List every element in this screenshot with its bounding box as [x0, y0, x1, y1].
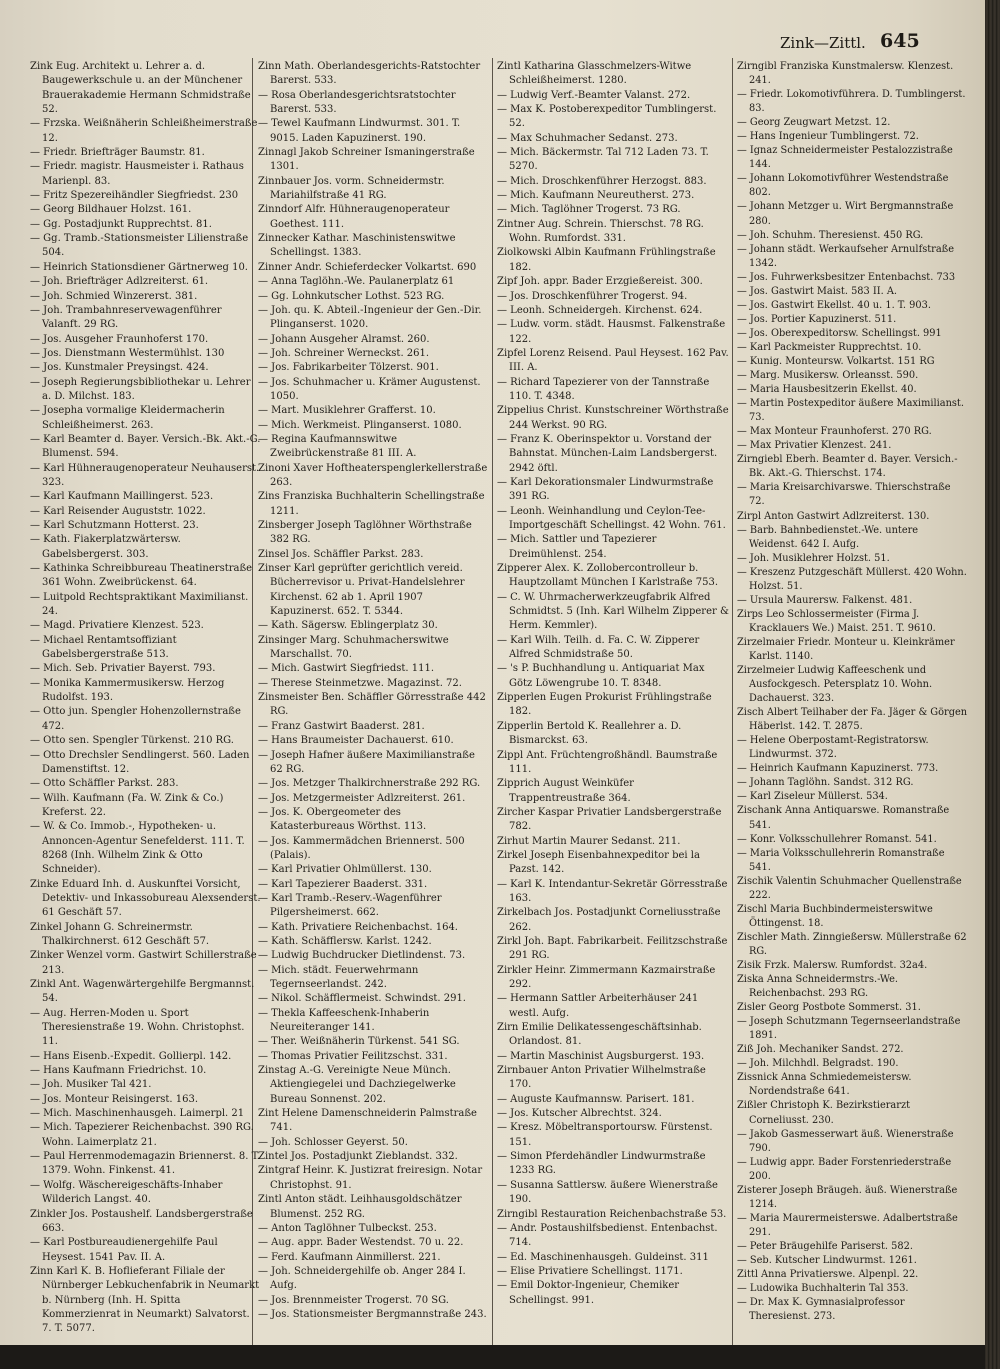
directory-entry: — Rosa Oberlandesgerichtsratstochter Barerst. 533. — [258, 89, 456, 116]
directory-entry: — Andr. Postaushilfsbedienst. Entenbachst. 714. — [497, 1222, 718, 1249]
directory-entry: — Jos. Brennmeister Trogerst. 70 SG. — [258, 1294, 449, 1306]
directory-entry: — Anton Taglöhner Tulbeckst. 253. — [258, 1222, 437, 1234]
directory-column-2 — [258, 60, 488, 1322]
directory-entry: — Richard Tapezierer von der Tannstraße 110. T. 4348. — [497, 376, 710, 402]
directory-entry: Zinnagl Jakob Schreiner Ismaningerstraße 1301. — [258, 147, 475, 173]
directory-entry: — Aug. appr. Bader Westendst. 70 u. 22. — [258, 1237, 464, 1249]
page-header — [700, 30, 950, 60]
directory-entry: — Michael Rentamtsoffiziant Gabelsbergerstraße 513. — [30, 634, 177, 661]
directory-entry: — Konr. Volksschullehrer Romanst. 541. — [737, 833, 937, 845]
directory-entry: Zintl Anton städt. Leihhausgoldschätzer Blumenst. 252 RG. — [258, 1194, 462, 1220]
directory-entry: Zisler Georg Postbote Sommerst. 31. — [737, 1002, 921, 1014]
directory-entry: — Jos. Droschkenführer Trogerst. 94. — [497, 290, 688, 302]
directory-entry: Zisik Frzk. Malersw. Rumfordst. 32a4. — [737, 960, 928, 971]
directory-entry: — Joh. Trambahnreservewagenführer Valanft. 29 RG. — [30, 304, 222, 331]
directory-entry: — Mich. Werkmeist. Plinganserst. 1080. — [258, 419, 462, 431]
directory-entry: — Gg. Postadjunkt Rupprechtst. 81. — [30, 218, 212, 230]
directory-entry: — Kath. Sägersw. Eblingerplatz 30. — [258, 620, 438, 632]
directory-entry: Zinnbauer Jos. vorm. Schneidermstr. Mariahilfstraße 41 RG. — [258, 175, 445, 202]
directory-entry: — Karl Packmeister Rupprechtst. 10. — [737, 341, 922, 353]
directory-entry: Zischler Math. Zinngießersw. Müllerstraße 62 RG. — [737, 931, 967, 957]
directory-entry: — Franz K. Oberinspektor u. Vorstand der Bahnstat. München-Laim Landsbergerst. 2942 öftl. — [497, 433, 718, 474]
directory-entry: — Joseph Hafner äußere Maximilianstraße 62 RG. — [258, 749, 475, 775]
directory-entry: — Mich. Bäckermstr. Tal 712 Laden 73. T. 5270. — [497, 147, 709, 173]
directory-entry: — Ursula Maurersw. Falkenst. 481. — [737, 594, 913, 606]
directory-entry: Zinkler Jos. Postaushelf. Landsbergerstraße 663. — [30, 1208, 253, 1234]
directory-entry: Zirkl Joh. Bapt. Fabrikarbeit. Feilitzschstraße 291 RG. — [497, 935, 728, 962]
directory-entry: — Mich. Kaufmann Neureutherst. 273. — [497, 190, 695, 202]
directory-entry: — Jos. Stationsmeister Bergmannstraße 243. — [258, 1308, 487, 1320]
directory-entry: — Max Schuhmacher Sedanst. 273. — [497, 132, 678, 144]
directory-entry: — Martin Maschinist Augsburgerst. 193. — [497, 1050, 705, 1062]
directory-entry: — Karl Kaufmann Maillingerst. 523. — [30, 491, 214, 503]
directory-entry: — Karl Wilh. Teilh. d. Fa. C. W. Zipperer Alfred Schmidstraße 50. — [497, 634, 700, 661]
directory-entry: — Karl K. Intendantur-Sekretär Görresstraße 163. — [497, 878, 728, 904]
directory-entry: — Karl Schutzmann Hotterst. 23. — [30, 520, 199, 531]
directory-entry: — Joh. Schlosser Geyerst. 50. — [258, 1136, 408, 1148]
directory-entry: — Seb. Kutscher Lindwurmst. 1261. — [737, 1254, 917, 1266]
directory-entry: Zinkl Ant. Wagenwärtergehilfe Bergmannst. 54. — [30, 979, 255, 1005]
directory-entry: — Luitpold Rechtspraktikant Maximilianst. 24. — [30, 591, 249, 618]
directory-entry: — Paul Herrenmodemagazin Briennerst. 8. T. 1379. Wohn. Finkenst. 41. — [30, 1151, 260, 1177]
directory-entry: Zirhut Martin Maurer Sedanst. 211. — [497, 835, 681, 847]
directory-entry: — Joh. Schmied Winzererst. 381. — [30, 290, 198, 302]
directory-entry: — Thomas Privatier Feilitzschst. 331. — [258, 1050, 448, 1062]
directory-entry: — Johann städt. Werkaufseher Arnulfstraße 1342. — [737, 243, 955, 269]
directory-entry: Zirngibl Franziska Kunstmalersw. Klenzest. 241. — [737, 61, 954, 87]
directory-entry: — Joh. Musiklehrer Holzst. 51. — [737, 552, 890, 564]
directory-entry: — Martin Postexpeditor äußere Maximilianst. 73. — [737, 398, 964, 424]
directory-entry: Zipprich August Weinküfer Trappentreustraße 364. — [497, 778, 634, 804]
directory-entry: Zins Franziska Buchhalterin Schellingstraße 1211. — [258, 491, 485, 517]
directory-entry: — Ed. Maschinenhausgeh. Guldeinst. 311 — [497, 1251, 709, 1263]
directory-entry: Zirngiebl Eberh. Beamter d. Bayer. Versich.-Bk. Akt.-G. Thierschst. 174. — [737, 454, 958, 480]
directory-entry: Ziß Joh. Mechaniker Sandst. 272. — [737, 1044, 904, 1056]
directory-entry: — Tewel Kaufmann Lindwurmst. 301. T. 9015. Laden Kapuzinerst. 190. — [258, 118, 461, 144]
directory-entry: — Heinrich Stationsdiener Gärtnerweg 10. — [30, 261, 248, 273]
directory-entry: — Leonh. Schneidergeh. Kirchenst. 624. — [497, 304, 703, 316]
directory-entry: Zinoni Xaver Hoftheaterspenglerkellerstraße 263. — [258, 462, 488, 488]
directory-entry: — Hans Kaufmann Friedrichst. 10. — [30, 1065, 207, 1077]
directory-entry: — Susanna Sattlersw. äußere Wienerstraße 190. — [497, 1179, 718, 1206]
directory-entry: Zintgraf Heinr. K. Justizrat freiresign. Notar Christophst. 91. — [258, 1165, 483, 1191]
directory-entry: — Max Privatier Klenzest. 241. — [737, 440, 892, 452]
directory-entry: — Hans Ingenieur Tumblingerst. 72. — [737, 131, 919, 143]
directory-entry: — Friedr. magistr. Hausmeister i. Rathaus Marienpl. 83. — [30, 161, 244, 187]
directory-entry: — Mich. Gastwirt Siegfriedst. 111. — [258, 663, 434, 675]
directory-entry: Zinner Andr. Schieferdecker Volkartst. 690 — [258, 261, 477, 273]
directory-entry: — Jos. Metzgermeister Adlzreiterst. 261. — [258, 792, 466, 804]
directory-entry: — Mart. Musiklehrer Grafferst. 10. — [258, 405, 436, 417]
directory-entry: Zinsberger Joseph Taglöhner Wörthstraße 382 RG. — [258, 520, 472, 546]
directory-entry: — Georg Zeugwart Metzst. 12. — [737, 117, 891, 129]
directory-entry: Zirkelbach Jos. Postadjunkt Corneliusstraße 262. — [497, 907, 721, 933]
directory-entry: Zisch Albert Teilhaber der Fa. Jäger & Görgen Häberlst. 142. T. 2875. — [737, 707, 968, 733]
directory-entry: Zintner Aug. Schrein. Thierschst. 78 RG. Wohn. Rumfordst. 331. — [497, 218, 704, 245]
directory-entry: — Jos. Gastwirt Maist. 583 II. A. — [737, 285, 898, 297]
directory-entry: — Karl Privatier Ohlmüllerst. 130. — [258, 864, 432, 876]
directory-entry: Zinke Eduard Inh. d. Auskunftei Vorsicht, Detektiv- und Inkassobureau Alexsenderst. 61 Geschäft 57. — [30, 878, 261, 919]
directory-entry: — Nikol. Schäfflermeist. Schwindst. 291. — [258, 993, 466, 1005]
directory-entry: — Auguste Kaufmannsw. Parisert. 181. — [497, 1093, 695, 1105]
directory-entry: — Joseph Regierungsbibliothekar u. Lehrer a. D. Milchst. 183. — [30, 376, 251, 402]
directory-entry: Zinn Math. Oberlandesgerichts-Ratstochter Barerst. 533. — [258, 61, 481, 87]
directory-entry: — Ther. Weißnäherin Türkenst. 541 SG. — [258, 1036, 460, 1048]
directory-entry: — Jos. Dienstmann Westermühlst. 130 — [30, 347, 225, 359]
directory-entry: Zissnick Anna Schmiedemeistersw. Nordendstraße 641. — [737, 1072, 912, 1098]
directory-entry: — Jos. Gastwirt Ekellst. 40 u. 1. T. 903. — [737, 299, 931, 311]
directory-entry: — Jos. Fuhrwerksbesitzer Entenbachst. 733 — [737, 271, 956, 283]
directory-entry: — Mich. Droschkenführer Herzogst. 883. — [497, 175, 707, 187]
directory-entry: — Maria Volksschullehrerin Romanstraße 541. — [737, 847, 945, 873]
directory-entry: Ziolkowski Albin Kaufmann Frühlingstraße 182. — [497, 247, 716, 273]
page-number: 645 — [880, 30, 920, 52]
directory-entry: — Johann Taglöhn. Sandst. 312 RG. — [737, 777, 914, 789]
directory-entry: — Jos. Oberexpeditorsw. Schellingst. 991 — [737, 327, 942, 339]
directory-entry: Zippelius Christ. Kunstschreiner Wörthstraße 244 Werkst. 90 RG. — [497, 405, 729, 431]
directory-entry: — Thekla Kaffeeschenk-Inhaberin Neureiteranger 141. — [258, 1007, 430, 1034]
directory-entry: Zinsmeister Ben. Schäffler Görresstraße 442 RG. — [258, 692, 486, 718]
directory-entry: — Jos. Metzger Thalkirchnerstraße 292 RG. — [258, 778, 481, 790]
directory-entry: — Therese Steinmetzwe. Magazinst. 72. — [258, 677, 462, 689]
directory-entry: — Gg. Lohnkutscher Lothst. 523 RG. — [258, 290, 445, 302]
directory-entry: — Mich. Tapezierer Reichenbachst. 390 RG. Wohn. Laimerplatz 21. — [30, 1122, 254, 1148]
directory-entry: Zischl Maria Buchbindermeisterswitwe Öttingenst. 18. — [737, 903, 933, 929]
directory-entry: Zischik Valentin Schuhmacher Quellenstraße 222. — [737, 875, 962, 901]
directory-entry: — Kathinka Schreibbureau Theatinerstraße 361 Wohn. Zweibrückenst. 64. — [30, 563, 253, 589]
directory-entry: — Karl Hühneraugenoperateur Neuhauserst. 323. — [30, 462, 260, 488]
directory-entry: — Ludw. vorm. städt. Hausmst. Falkenstraße 122. — [497, 319, 726, 345]
directory-entry: — Kresz. Möbeltransportoursw. Fürstenst. 151. — [497, 1122, 713, 1148]
directory-entry: — Peter Bräugehilfe Pariserst. 582. — [737, 1240, 913, 1252]
directory-entry: — Mich. Sattler und Tapezierer Dreimühlenst. 254. — [497, 534, 657, 560]
directory-entry: Zink Eug. Architekt u. Lehrer a. d. Baugewerkschule u. an der Münchener Brauerakademie Hermann Schmidstraße 52. — [30, 61, 251, 116]
directory-entry: — Friedr. Briefträger Baumstr. 81. — [30, 147, 205, 159]
directory-entry: Zirnbauer Anton Privatier Wilhelmstraße 170. — [497, 1065, 706, 1091]
directory-entry: — 's P. Buchhandlung u. Antiquariat Max Götz Löwengrube 10. T. 8348. — [497, 663, 705, 689]
running-title: Zink—Zittl. — [780, 34, 866, 52]
directory-entry: — Karl Reisender Auguststr. 1022. — [30, 505, 206, 517]
directory-column-1 — [30, 60, 262, 1337]
directory-entry: — Leonh. Weinhandlung und Ceylon-Tee-Importgeschäft Schellingst. 42 Wohn. 761. — [497, 505, 726, 531]
directory-entry: — Joh. Schneidergehilfe ob. Anger 284 I. Aufg. — [258, 1265, 466, 1292]
directory-entry: Zinnecker Kathar. Maschinistenswitwe Schellingst. 1383. — [258, 233, 456, 259]
directory-entry: — Kreszenz Putzgeschäft Müllerst. 420 Wohn. Holzst. 51. — [737, 566, 967, 592]
directory-entry: — Anna Taglöhn.-We. Paulanerplatz 61 — [258, 276, 455, 288]
directory-entry: — Gg. Tramb.-Stationsmeister Lilienstraße 504. — [30, 233, 249, 259]
directory-entry: — Helene Oberpostamt-Registratorsw. Lindwurmst. 372. — [737, 735, 929, 761]
directory-entry: — Barb. Bahnbedienstet.-We. untere Weidenst. 642 I. Aufg. — [737, 524, 919, 550]
directory-entry: — Hans Eisenb.-Expedit. Gollierpl. 142. — [30, 1050, 232, 1062]
directory-entry: Zirn Emilie Delikatessengeschäftsinhab. Orlandost. 81. — [497, 1022, 702, 1048]
directory-entry: Ziska Anna Schneidermstrs.-We. Reichenbachst. 293 RG. — [737, 974, 899, 1000]
directory-entry: — Monika Kammermusikersw. Herzog Rudolfst. 193. — [30, 677, 225, 704]
directory-entry: — Maria Maurermeisterswe. Adalbertstraße 291. — [737, 1212, 958, 1238]
directory-entry: Zirpl Anton Gastwirt Adlzreiterst. 130. — [737, 510, 930, 522]
directory-entry: — Friedr. Lokomotivführera. D. Tumblingerst. 83. — [737, 89, 966, 115]
directory-entry: — Hans Braumeister Dachauerst. 610. — [258, 735, 454, 747]
directory-entry: Zirngibl Restauration Reichenbachstraße 53. — [497, 1208, 727, 1220]
directory-entry: Zipperer Alex. K. Zollobercontrolleur b. Hauptzollamt München I Karlstraße 753. — [497, 563, 719, 589]
directory-entry: — Mich. Taglöhner Trogerst. 73 RG. — [497, 204, 681, 216]
directory-entry: — Otto Schäffler Parkst. 283. — [30, 778, 179, 790]
directory-entry: Zischank Anna Antiquarswe. Romanstraße 541. — [737, 805, 950, 831]
directory-entry: — Maria Hausbesitzerin Ekellst. 40. — [737, 384, 917, 396]
directory-entry: Zinstag A.-G. Vereinigte Neue Münch. Aktiengiegelei und Dachziegelwerke Bureau Sonnenst. 202. — [258, 1065, 456, 1105]
directory-entry: — Mich. städt. Feuerwehrmann Tegernseerlandst. 242. — [258, 964, 419, 990]
book-edge — [985, 0, 1000, 1369]
directory-entry: — Dr. Max K. Gymnasialprofessor Theresienst. 273. — [737, 1297, 905, 1323]
directory-entry: Zircher Kaspar Privatier Landsbergerstraße 782. — [497, 806, 722, 833]
directory-entry: — Joh. Briefträger Adlzreiterst. 61. — [30, 276, 209, 288]
directory-entry: Zinn Karl K. B. Hoflieferant Filiale der Nürnberger Lebkuchenfabrik in Neumarkt b. Nürnberg (Inh. H. Spitta Kommerzienrat in Neumarkt) Salvatorst. 7. T. 5077. — [30, 1265, 260, 1335]
directory-entry: Zißler Christoph K. Bezirkstierarzt Corneliusst. 230. — [737, 1100, 911, 1126]
directory-entry: Zipperlin Bertold K. Reallehrer a. D. Bismarckst. 63. — [497, 720, 682, 747]
column-rule — [732, 58, 733, 1345]
directory-entry: — Wolfg. Wäschereigeschäfts-Inhaber Wilderich Langst. 40. — [30, 1179, 223, 1206]
directory-entry: — Otto sen. Spengler Türkenst. 210 RG. — [30, 735, 234, 747]
directory-entry: — Ignaz Schneidermeister Pestalozzistraße 144. — [737, 145, 953, 171]
directory-entry: — Jos. Kutscher Albrechtst. 324. — [497, 1108, 662, 1120]
directory-entry: — Ludowika Buchhalterin Tal 353. — [737, 1283, 909, 1295]
directory-entry: — Otto jun. Spengler Hohenzollernstraße 472. — [30, 706, 241, 732]
directory-entry: Zirzelmeier Ludwig Kaffeeschenk und Ausfockgesch. Petersplatz 10. Wohn. Dachauerst. 323. — [737, 665, 933, 705]
directory-entry: — Hermann Sattler Arbeiterhäuser 241 westl. Aufg. — [497, 993, 699, 1019]
directory-entry: — Ferd. Kaufmann Ainmillerst. 221. — [258, 1251, 441, 1263]
directory-entry: — Joh. Musiker Tal 421. — [30, 1079, 152, 1091]
directory-entry: — Karl Tramb.-Reserv.-Wagenführer Pilgersheimerst. 662. — [258, 892, 442, 919]
directory-entry: — Karl Tapezierer Baaderst. 331. — [258, 878, 428, 890]
directory-entry: — Kath. Privatiere Reichenbachst. 164. — [258, 921, 458, 933]
directory-entry: — Jos. K. Obergeometer des Katasterbureaus Wörthst. 113. — [258, 806, 427, 833]
directory-entry: — Jos. Kunstmaler Preysingst. 424. — [30, 362, 209, 374]
directory-entry: — Karl Postbureaudienergehilfe Paul Heysest. 1541 Pav. II. A. — [30, 1237, 218, 1263]
directory-entry: — Magd. Privatiere Klenzest. 523. — [30, 620, 204, 632]
directory-entry: Zisterer Joseph Bräugeh. äuß. Wienerstraße 1214. — [737, 1184, 958, 1210]
directory-entry: — Jos. Ausgeher Fraunhoferst 170. — [30, 333, 209, 345]
directory-entry: — Joh. Schuhm. Theresienst. 450 RG. — [737, 229, 924, 241]
directory-entry: — Otto Drechsler Sendlingerst. 560. Laden Damenstiftst. 12. — [30, 749, 250, 775]
directory-entry: Zinkel Johann G. Schreinermstr. Thalkirchnerst. 612 Geschäft 57. — [30, 921, 210, 947]
directory-entry: Zittl Anna Privatierswe. Alpenpl. 22. — [737, 1269, 919, 1281]
directory-column-3 — [497, 60, 729, 1308]
directory-entry: Zinser Karl geprüfter gerichtlich vereid. Bücherrevisor u. Privat-Handelslehrer Kirchenst. 62 ab 1. April 1907 Kapuzinerst. 652. T. 5344. — [258, 563, 465, 618]
directory-entry: — Max K. Postoberexpeditor Tumblingerst. 52. — [497, 104, 717, 130]
directory-entry: — Wilh. Kaufmann (Fa. W. Zink & Co.) Kreferst. 22. — [30, 792, 224, 818]
directory-entry: — Ludwig appr. Bader Forstenriederstraße 200. — [737, 1156, 952, 1182]
directory-entry: — Karl Dekorationsmaler Lindwurmstraße 391 RG. — [497, 476, 714, 503]
directory-entry: — Frzska. Weißnäherin Schleißheimerstraße 12. — [30, 118, 258, 144]
directory-entry: Zirkel Joseph Eisenbahnexpeditor bei la Pazst. 142. — [497, 849, 700, 876]
directory-entry: — Regina Kaufmannswitwe Zweibrückenstraße 81 III. A. — [258, 433, 417, 460]
directory-entry: — W. & Co. Immob.-, Hypotheken- u. Annoncen-Agentur Senefelderst. 111. T. 8268 (Inh. Wilhelm Zink & Otto Schneider). — [30, 821, 245, 876]
directory-entry: — C. W. Uhrmacherwerkzeugfabrik Alfred Schmidtst. 5 (Inh. Karl Wilhelm Zipperer & Herm. Kemmler). — [497, 591, 729, 632]
directory-entry: — Johann Metzger u. Wirt Bergmannstraße 280. — [737, 201, 954, 227]
directory-entry: Zipfel Lorenz Reisend. Paul Heysest. 162 Pav. III. A. — [497, 347, 729, 374]
directory-entry: Zinsinger Marg. Schuhmacherswitwe Marschallst. 70. — [258, 634, 449, 661]
directory-entry: — Joh. Schreiner Werneckst. 261. — [258, 347, 430, 359]
directory-entry: Zinsel Jos. Schäffler Parkst. 283. — [258, 548, 424, 560]
directory-entry: Zirkler Heinr. Zimmermann Kazmairstraße 292. — [497, 964, 716, 990]
directory-entry: — Georg Bildhauer Holzst. 161. — [30, 204, 192, 216]
directory-entry: Zinndorf Alfr. Hühneraugenoperateur Goethest. 111. — [258, 204, 450, 230]
directory-entry: — Jakob Gasmesserwart äuß. Wienerstraße 790. — [737, 1128, 954, 1154]
directory-entry: — Johann Lokomotivführer Westendstraße 802. — [737, 173, 949, 199]
directory-entry: Zintl Katharina Glasschmelzers-Witwe Schleißheimerst. 1280. — [497, 61, 692, 87]
directory-entry: — Ludwig Verf.-Beamter Valanst. 272. — [497, 89, 691, 101]
directory-entry: — Max Monteur Fraunhoferst. 270 RG. — [737, 426, 932, 438]
directory-entry: Zipf Joh. appr. Bader Erzgießereist. 300. — [497, 276, 703, 288]
directory-entry: Zinker Wenzel vorm. Gastwirt Schillerstraße 213. — [30, 950, 257, 976]
directory-entry: — Franz Gastwirt Baaderst. 281. — [258, 720, 425, 732]
directory-entry: Zippl Ant. Früchtengroßhändl. Baumstraße 111. — [497, 749, 718, 775]
directory-entry: — Karl Beamter d. Bayer. Versich.-Bk. Akt.-G. Blumenst. 594. — [30, 433, 261, 460]
directory-entry: — Jos. Fabrikarbeiter Tölzerst. 901. — [258, 362, 439, 374]
directory-entry: — Elise Privatiere Schellingst. 1171. — [497, 1265, 683, 1277]
directory-entry: — Jos. Schuhmacher u. Krämer Augustenst. 1050. — [258, 376, 481, 402]
directory-entry: — Ludwig Buchdrucker Dietlindenst. 73. — [258, 950, 466, 962]
directory-entry: Zirps Leo Schlossermeister (Firma J. Kracklauers We.) Maist. 251. T. 9610. — [737, 608, 936, 634]
directory-entry: Zintel Jos. Postadjunkt Zieblandst. 332. — [258, 1151, 458, 1163]
directory-entry: — Jos. Kammermädchen Briennerst. 500 (Palais). — [258, 835, 465, 861]
column-rule — [492, 58, 493, 1345]
directory-entry: Zipperlen Eugen Prokurist Frühlingstraße 182. — [497, 692, 712, 718]
directory-entry: — Kunig. Monteursw. Volkartst. 151 RG — [737, 355, 935, 367]
directory-column-4 — [737, 60, 969, 1324]
directory-entry: — Mich. Seb. Privatier Bayerst. 793. — [30, 663, 216, 675]
directory-entry: — Kath. Fiakerplatzwärtersw. Gabelsbergerst. 303. — [30, 534, 181, 560]
directory-entry: — Joseph Schutzmann Tegernseerlandstraße 1891. — [737, 1016, 961, 1042]
directory-entry: — Heinrich Kaufmann Kapuzinerst. 773. — [737, 763, 939, 775]
directory-entry: — Aug. Herren-Moden u. Sport Theresienstraße 19. Wohn. Christophst. 11. — [30, 1007, 245, 1048]
directory-entry: — Kath. Schäfflersw. Karlst. 1242. — [258, 935, 432, 947]
directory-entry: — Fritz Spezereihändler Siegfriedst. 230 — [30, 190, 239, 202]
directory-entry: — Karl Ziseleur Müllerst. 534. — [737, 791, 888, 803]
directory-entry: — Johann Ausgeher Alramst. 260. — [258, 333, 430, 345]
directory-entry: — Jos. Portier Kapuzinerst. 511. — [737, 313, 897, 325]
directory-entry: — Mich. Maschinenhausgeh. Laimerpl. 21 — [30, 1108, 245, 1120]
directory-entry: Zint Helene Damenschneiderin Palmstraße 741. — [258, 1108, 477, 1134]
directory-entry: Zirzelmaier Friedr. Monteur u. Kleinkrämer Karlst. 1140. — [737, 636, 955, 662]
directory-entry: — Joh. qu. K. Abteil.-Ingenieur der Gen.-Dir. Plinganserst. 1020. — [258, 304, 482, 331]
directory-entry: — Josepha vormalige Kleidermacherin Schleißheimerst. 263. — [30, 405, 225, 431]
directory-entry: — Maria Kreisarchivarswe. Thierschstraße 72. — [737, 482, 951, 508]
directory-entry: — Simon Pferdehändler Lindwurmstraße 1233 RG. — [497, 1151, 706, 1177]
directory-entry: — Emil Doktor-Ingenieur, Chemiker Schellingst. 991. — [497, 1280, 680, 1306]
directory-entry: — Marg. Musikersw. Orleansst. 590. — [737, 370, 919, 382]
directory-entry: — Jos. Monteur Reisingerst. 163. — [30, 1093, 199, 1105]
directory-entry: — Joh. Milchhdl. Belgradst. 190. — [737, 1058, 899, 1070]
